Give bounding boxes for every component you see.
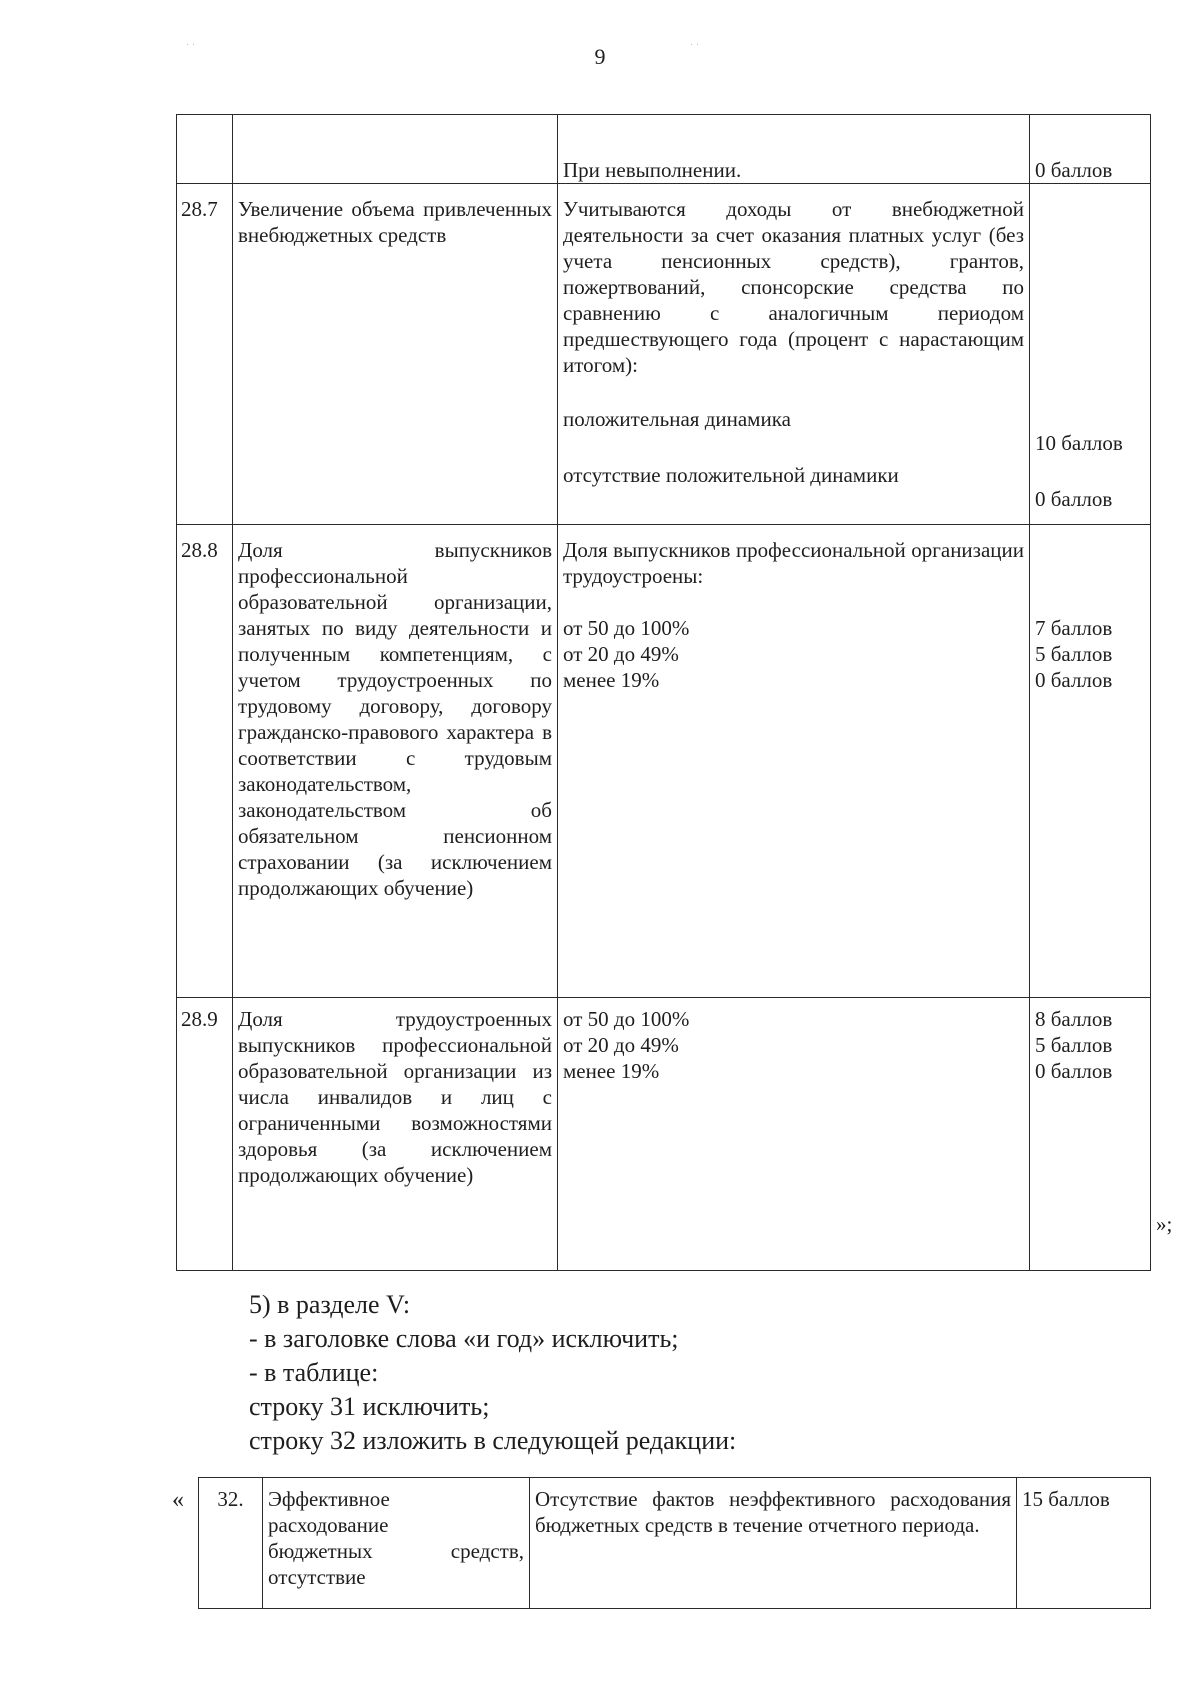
points-text: 5 баллов [1035, 642, 1113, 666]
option-text: положительная динамика [563, 407, 791, 431]
name-cell: Доля трудоустроенных выпускников профессиональной образовательной организации из числа инвалидов и лиц с ограниченными возможностями здоровья (за исключением продолжающих обучение) [233, 998, 558, 1271]
opening-quote: « [172, 1487, 184, 1513]
instruction-line: - в заголовке слова «и год» исключить; [249, 1324, 679, 1353]
num-cell: 28.9 [177, 998, 233, 1271]
name-cell [263, 1478, 530, 1609]
option-text: от 20 до 49% [563, 642, 679, 666]
points-text: 5 баллов [1035, 1033, 1113, 1057]
criteria-text: Учитываются доходы от внебюджетной деятельности за счет оказания платных услуг (без учета пенсионных средств), грантов, пожертвований, спонсорские средства по сравнению с аналогичным периодом предшествующего года (процент с нарастающим итогом): [563, 197, 1024, 377]
points-cell [1030, 115, 1151, 184]
instruction-line: - в таблице: [249, 1358, 379, 1387]
num-cell [177, 115, 233, 184]
scan-speck: · · [186, 40, 196, 51]
num-cell: 28.8 [177, 525, 233, 998]
row32-table [198, 1477, 1151, 1609]
option-text: от 20 до 49% [563, 1033, 679, 1057]
instruction-line: 5) в разделе V: [249, 1290, 411, 1319]
table-row [177, 184, 1151, 525]
criteria-text: Доля выпускников профессиональной организации трудоустроены: [563, 538, 1024, 588]
points-cell: 15 баллов [1017, 1478, 1151, 1609]
name-cell: Увеличение объема привлеченных внебюджетных средств [233, 184, 558, 525]
points-cell [1030, 998, 1151, 1271]
points-cell [1030, 525, 1151, 998]
num-cell: 32. [199, 1478, 263, 1609]
points-text: 0 баллов [1035, 487, 1113, 511]
name-line: Эффективное [268, 1487, 390, 1511]
criteria-table [176, 114, 1151, 1271]
page-number: 9 [594, 44, 606, 69]
name-line: расходование [268, 1513, 389, 1537]
criteria-cell [558, 998, 1030, 1271]
points-text: 0 баллов [1035, 1059, 1113, 1083]
instruction-line: строку 31 исключить; [249, 1392, 490, 1421]
criteria-cell [558, 525, 1030, 998]
amendment-instructions [249, 1288, 736, 1458]
table-row [177, 525, 1151, 998]
table-row [177, 998, 1151, 1271]
option-text: менее 19% [563, 668, 660, 692]
name-cell [233, 115, 558, 184]
option-text: отсутствие положительной динамики [563, 463, 899, 487]
criteria-cell [558, 184, 1030, 525]
table-row [177, 115, 1151, 184]
criteria-text: При невыполнении. [563, 158, 742, 182]
points-cell [1030, 184, 1151, 525]
table-row [199, 1478, 1151, 1609]
option-text: менее 19% [563, 1059, 660, 1083]
name-line: бюджетных средств, [268, 1539, 524, 1563]
instruction-line: строку 32 изложить в следующей редакции: [249, 1426, 737, 1455]
points-text: 0 баллов [1035, 158, 1113, 182]
points-text: 10 баллов [1035, 431, 1123, 455]
closing-quote: »; [1156, 1212, 1173, 1236]
name-line: отсутствие [268, 1565, 366, 1589]
num-cell: 28.7 [177, 184, 233, 525]
points-text: 7 баллов [1035, 616, 1113, 640]
criteria-cell [558, 115, 1030, 184]
option-text: от 50 до 100% [563, 616, 690, 640]
option-text: от 50 до 100% [563, 1007, 690, 1031]
criteria-cell: Отсутствие фактов неэффективного расходования бюджетных средств в течение отчетного периода. [530, 1478, 1017, 1609]
points-text: 8 баллов [1035, 1007, 1113, 1031]
name-cell: Доля выпускников профессиональной образовательной организации, занятых по виду деятельности и полученным компетенциям, с учетом трудоустроенных по трудовому договору, договору гражданско-правового характера в соответствии с трудовым законодательством, законодательством об обязательном пенсионном страховании (за исключением продолжающих обучение) [233, 525, 558, 998]
points-text: 0 баллов [1035, 668, 1113, 692]
scan-speck: · · [690, 40, 700, 51]
